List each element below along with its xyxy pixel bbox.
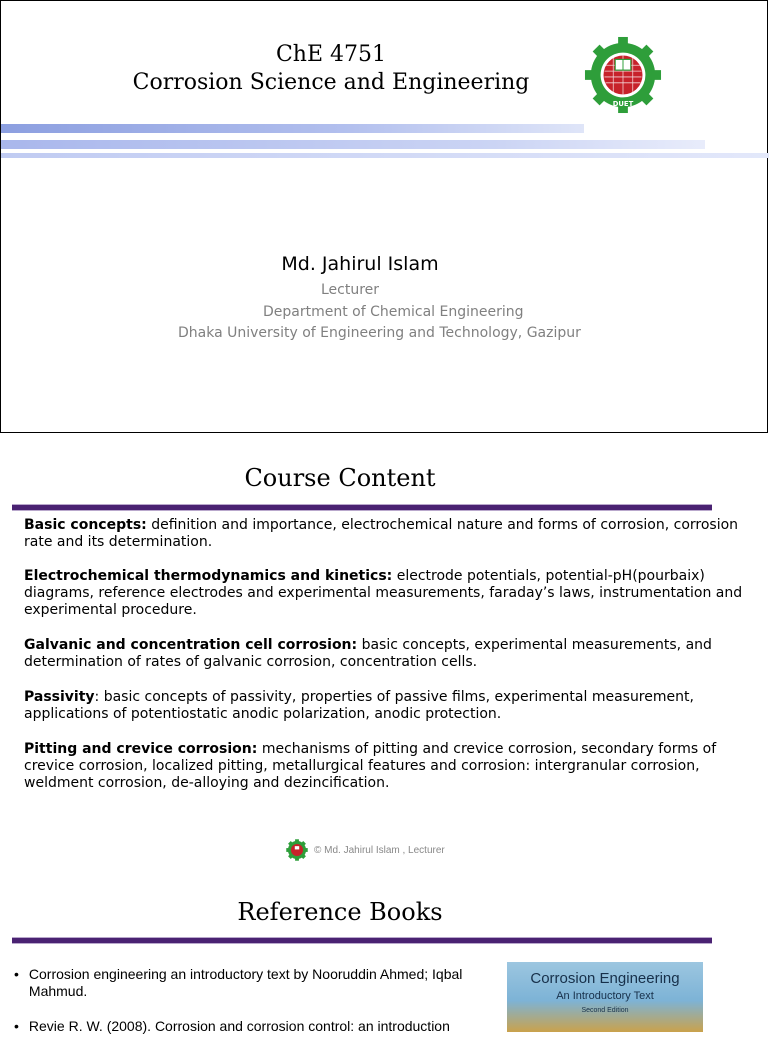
- book-subtitle: An Introductory Text: [556, 990, 654, 1002]
- bullet: •: [14, 966, 19, 982]
- reference-text: Revie R. W. (2008). Corrosion and corrosion control: an introduction: [28, 1018, 450, 1034]
- content-section: Electrochemical thermodynamics and kinetics: electrode potentials, potential-pH(pourbaix) diagrams, reference electrodes and experimental measurements, faraday’s laws, instrumentation and experimental procedure.: [24, 568, 743, 618]
- logo-icon: [286, 839, 308, 861]
- slide-heading: Reference Books: [237, 898, 443, 926]
- course-title: Corrosion Science and Engineering: [132, 70, 530, 95]
- svg-text:DUET: DUET: [612, 100, 634, 109]
- content-section: Galvanic and concentration cell corrosion: basic concepts, experimental measurements, and determination of rates of galvanic corrosion, concentration cells.: [24, 637, 712, 670]
- header-stripe: [1, 140, 705, 149]
- heading-rule: [12, 937, 712, 944]
- reference-text: Corrosion engineering an introductory text by Nooruddin Ahmed; Iqbal Mahmud.: [28, 966, 463, 999]
- course-code: ChE 4751: [275, 42, 387, 67]
- reference-books-slide: [0, 870, 768, 1034]
- book-edition: Second Edition: [581, 1007, 629, 1014]
- footer: [286, 839, 445, 861]
- department: Department of Chemical Engineering: [263, 304, 524, 320]
- content-section: Passivity: basic concepts of passivity, properties of passive films, experimental measurement, applications of potentiostatic anodic polarization, anodic protection.: [24, 689, 694, 722]
- university: Dhaka University of Engineering and Technology, Gazipur: [178, 325, 581, 341]
- slide-heading: Course Content: [244, 464, 436, 492]
- book-title: Corrosion Engineering: [530, 970, 680, 987]
- course-content-slide: [0, 433, 768, 863]
- list-item: [14, 966, 494, 1000]
- bullet: •: [14, 1018, 19, 1034]
- presenter-name: Md. Jahirul Islam: [281, 253, 439, 275]
- footer-text: © Md. Jahirul Islam , Lecturer: [314, 844, 445, 856]
- reference-list: [14, 966, 494, 1053]
- list-item: [14, 1018, 494, 1035]
- header-stripe: [1, 153, 769, 158]
- university-logo: [584, 36, 662, 114]
- book-cover-image: [507, 962, 703, 1032]
- title-slide: [0, 0, 768, 433]
- header-stripe: [1, 124, 584, 133]
- content-section: Basic concepts: definition and importance, electrochemical nature and forms of corrosion, corrosion rate and its determination.: [24, 517, 739, 550]
- content-section: Pitting and crevice corrosion: mechanisms of pitting and crevice corrosion, secondary forms of crevice corrosion, localized pitting, metallurgical features and corrosion: intergranular corrosion, weldment corrosion, de-alloying and dezincification.: [24, 741, 717, 791]
- presenter-role: Lecturer: [321, 282, 380, 298]
- heading-rule: [12, 504, 712, 511]
